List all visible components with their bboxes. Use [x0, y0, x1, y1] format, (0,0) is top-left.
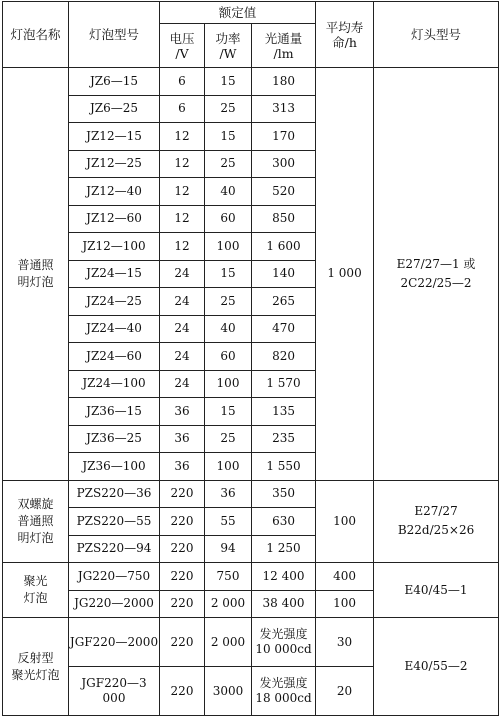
model-cell: PZS220—55	[69, 508, 160, 536]
power-cell: 15	[205, 68, 252, 96]
voltage-cell: 220	[160, 590, 205, 618]
voltage-cell: 12	[160, 233, 205, 261]
flux-cell: 38 400	[252, 590, 316, 618]
voltage-cell: 220	[160, 480, 205, 508]
model-cell: JZ12—40	[69, 178, 160, 206]
flux-cell: 820	[252, 343, 316, 371]
model-cell: JZ6—25	[69, 95, 160, 123]
model-cell: JG220—2000	[69, 590, 160, 618]
model-cell: JZ6—15	[69, 68, 160, 96]
model-cell: JZ36—15	[69, 398, 160, 426]
model-cell: JZ36—100	[69, 453, 160, 481]
model-cell: PZS220—94	[69, 535, 160, 563]
header-voltage: 电压 /V	[160, 24, 205, 68]
power-cell: 15	[205, 398, 252, 426]
model-cell: JZ24—100	[69, 370, 160, 398]
flux-cell: 850	[252, 205, 316, 233]
model-cell: JG220—750	[69, 563, 160, 591]
lamp-spec-table	[2, 1, 499, 716]
model-cell: PZS220—36	[69, 480, 160, 508]
power-cell: 25	[205, 425, 252, 453]
model-cell: JZ24—25	[69, 288, 160, 316]
voltage-cell: 220	[160, 535, 205, 563]
power-cell: 55	[205, 508, 252, 536]
lamp-category-name: 普通照 明灯泡	[3, 68, 69, 481]
life-cell: 20	[316, 667, 374, 716]
voltage-cell: 220	[160, 618, 205, 667]
life-cell: 400	[316, 563, 374, 591]
flux-cell: 1 570	[252, 370, 316, 398]
power-cell: 750	[205, 563, 252, 591]
voltage-cell: 24	[160, 260, 205, 288]
base-type-cell: E27/27 B22d/25×26	[374, 480, 499, 563]
voltage-cell: 220	[160, 508, 205, 536]
model-cell: JGF220—3 000	[69, 667, 160, 716]
flux-cell: 1 250	[252, 535, 316, 563]
model-cell: JZ24—60	[69, 343, 160, 371]
flux-cell: 265	[252, 288, 316, 316]
base-type-cell: E40/55—2	[374, 618, 499, 716]
life-cell: 1 000	[316, 68, 374, 481]
power-cell: 60	[205, 343, 252, 371]
voltage-cell: 24	[160, 288, 205, 316]
power-cell: 2 000	[205, 618, 252, 667]
power-cell: 60	[205, 205, 252, 233]
flux-cell: 313	[252, 95, 316, 123]
flux-cell: 1 600	[252, 233, 316, 261]
voltage-cell: 220	[160, 667, 205, 716]
header-name: 灯泡名称	[3, 2, 69, 68]
header-base: 灯头型号	[374, 2, 499, 68]
power-cell: 100	[205, 370, 252, 398]
flux-cell: 350	[252, 480, 316, 508]
power-cell: 94	[205, 535, 252, 563]
header-rated: 额定值	[160, 2, 316, 24]
power-cell: 25	[205, 288, 252, 316]
lamp-category-name: 反射型 聚光灯泡	[3, 618, 69, 716]
flux-cell: 520	[252, 178, 316, 206]
voltage-cell: 24	[160, 343, 205, 371]
model-cell: JZ12—100	[69, 233, 160, 261]
flux-cell: 235	[252, 425, 316, 453]
life-cell: 100	[316, 590, 374, 618]
voltage-cell: 36	[160, 398, 205, 426]
flux-cell: 630	[252, 508, 316, 536]
header-flux: 光通量 /lm	[252, 24, 316, 68]
flux-cell: 300	[252, 150, 316, 178]
power-cell: 15	[205, 260, 252, 288]
voltage-cell: 220	[160, 563, 205, 591]
lamp-category-name: 聚光 灯泡	[3, 563, 69, 618]
model-cell: JZ36—25	[69, 425, 160, 453]
flux-cell: 发光强度 18 000cd	[252, 667, 316, 716]
power-cell: 36	[205, 480, 252, 508]
life-cell: 100	[316, 480, 374, 563]
base-type-cell: E40/45—1	[374, 563, 499, 618]
voltage-cell: 6	[160, 68, 205, 96]
flux-cell: 1 550	[252, 453, 316, 481]
power-cell: 100	[205, 233, 252, 261]
flux-cell: 发光强度 10 000cd	[252, 618, 316, 667]
power-cell: 40	[205, 178, 252, 206]
model-cell: JZ24—40	[69, 315, 160, 343]
flux-cell: 180	[252, 68, 316, 96]
table-row	[3, 618, 499, 667]
power-cell: 15	[205, 123, 252, 151]
table-row	[3, 480, 499, 508]
voltage-cell: 12	[160, 178, 205, 206]
base-type-cell: E27/27—1 或 2C22/25—2	[374, 68, 499, 481]
voltage-cell: 6	[160, 95, 205, 123]
voltage-cell: 36	[160, 453, 205, 481]
voltage-cell: 24	[160, 315, 205, 343]
flux-cell: 470	[252, 315, 316, 343]
table-row	[3, 68, 499, 96]
power-cell: 25	[205, 150, 252, 178]
power-cell: 2 000	[205, 590, 252, 618]
model-cell: JZ24—15	[69, 260, 160, 288]
flux-cell: 170	[252, 123, 316, 151]
life-cell: 30	[316, 618, 374, 667]
header-model: 灯泡型号	[69, 2, 160, 68]
voltage-cell: 24	[160, 370, 205, 398]
model-cell: JZ12—15	[69, 123, 160, 151]
model-cell: JGF220—2000	[69, 618, 160, 667]
voltage-cell: 12	[160, 123, 205, 151]
voltage-cell: 12	[160, 205, 205, 233]
flux-cell: 135	[252, 398, 316, 426]
power-cell: 25	[205, 95, 252, 123]
voltage-cell: 12	[160, 150, 205, 178]
lamp-category-name: 双螺旋 普通照 明灯泡	[3, 480, 69, 563]
header-life: 平均寿 命/h	[316, 2, 374, 68]
table-row	[3, 563, 499, 591]
power-cell: 40	[205, 315, 252, 343]
model-cell: JZ12—25	[69, 150, 160, 178]
model-cell: JZ12—60	[69, 205, 160, 233]
voltage-cell: 36	[160, 425, 205, 453]
power-cell: 100	[205, 453, 252, 481]
header-power: 功率 /W	[205, 24, 252, 68]
power-cell: 3000	[205, 667, 252, 716]
flux-cell: 140	[252, 260, 316, 288]
flux-cell: 12 400	[252, 563, 316, 591]
